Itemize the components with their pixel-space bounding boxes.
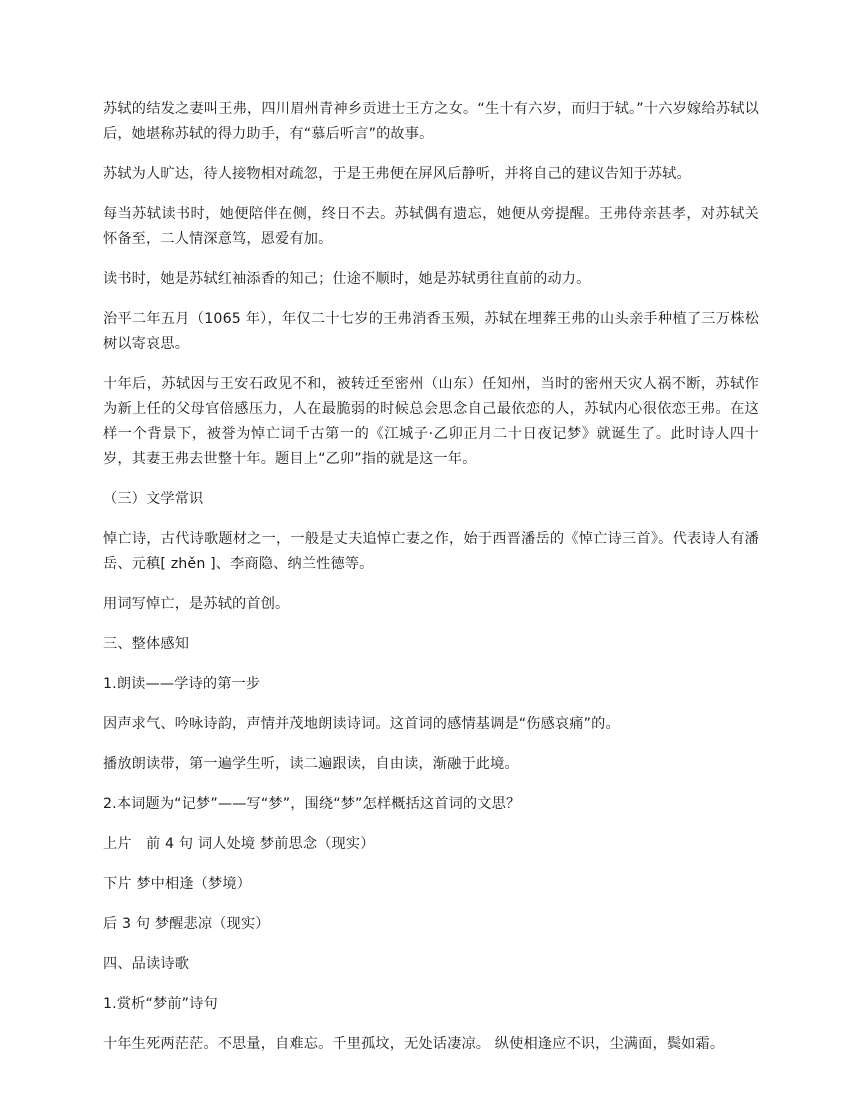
section-heading-overall-perception: 三、整体感知 bbox=[103, 636, 190, 652]
subheading-before-dream: 1.赏析“梦前”诗句 bbox=[103, 996, 218, 1012]
subheading-reading-aloud: 1.朗读——学诗的第一步 bbox=[103, 676, 261, 692]
paragraph-wang-fu-death: 治平二年五月（1065 年），年仅二十七岁的王弗消香玉殒，苏轼在埋葬王弗的山头亲手种植了三万株松树以寄哀思。 bbox=[103, 311, 759, 352]
outline-first-half: 上片 前 4 句 词人处境 梦前思念（现实） bbox=[103, 836, 375, 852]
paragraph-wang-fu-intro: 苏轼的结发之妻叫王弗，四川眉州青神乡贡进士王方之女。“生十有六岁，而归于轼。”十六岁嫁给苏轼以后，她堪称苏轼的得力助手，有“慕后听言”的故事。 bbox=[103, 101, 759, 142]
subheading-dream-question: 2.本词题为“记梦”——写“梦”，围绕“梦”怎样概括这首词的文思？ bbox=[103, 796, 521, 812]
paragraph-elegy-poetry: 悼亡诗，古代诗歌题材之一，一般是丈夫追悼亡妻之作，始于西晋潘岳的《悼亡诗三首》。代表诗人有潘岳、元稹[ zhěn ]、李商隐、纳兰性德等。 bbox=[103, 531, 759, 572]
paragraph-reading-method: 因声求气、吟咏诗韵，声情并茂地朗读诗词。这首词的感情基调是“伤感哀痛”的。 bbox=[103, 716, 620, 732]
document-body bbox=[103, 97, 759, 1072]
paragraph-play-recording: 播放朗读带，第一遍学生听，读二遍跟读，自由读，渐融于此境。 bbox=[103, 756, 519, 772]
outline-last-three-lines: 后 3 句 梦醒悲凉（现实） bbox=[103, 916, 270, 932]
paragraph-su-shi-first: 用词写悼亡，是苏轼的首创。 bbox=[103, 596, 290, 612]
section-heading-reading-poem: 四、品读诗歌 bbox=[103, 956, 190, 972]
paragraph-su-shi-character: 苏轼为人旷达，待人接物相对疏忽，于是王弗便在屏风后静听，并将自己的建议告知于苏轼。 bbox=[103, 166, 691, 182]
poem-lines: 十年生死两茫茫。不思量，自难忘。千里孤坟，无处话凄凉。 纵使相逢应不识，尘满面，鬓如霜。 bbox=[103, 1036, 725, 1052]
outline-second-half: 下片 梦中相逢（梦境） bbox=[103, 876, 252, 892]
paragraph-study-companion: 每当苏轼读书时，她便陪伴在侧，终日不去。苏轼偶有遗忘，她便从旁提醒。王弗侍亲甚孝，对苏轼关怀备至，二人情深意笃，恩爱有加。 bbox=[103, 206, 759, 247]
paragraph-confidante: 读书时，她是苏轼红袖添香的知己；仕途不顺时，她是苏轼勇往直前的动力。 bbox=[103, 271, 591, 287]
paragraph-background: 十年后，苏轼因与王安石政见不和，被转迁至密州（山东）任知州，当时的密州天灾人祸不断，苏轼作为新上任的父母官倍感压力，人在最脆弱的时候总会思念自己最依恋的人，苏轼内心很依恋王弗。在这样一个背景下，被誉为悼亡词千古第一的《江城子·乙卯正月二十日夜记梦》就诞生了。此时诗人四十岁，其妻王弗去世整十年。题目上“乙卯”指的就是这一年。 bbox=[103, 376, 759, 467]
section-heading-literary-knowledge: （三）文学常识 bbox=[103, 491, 204, 507]
